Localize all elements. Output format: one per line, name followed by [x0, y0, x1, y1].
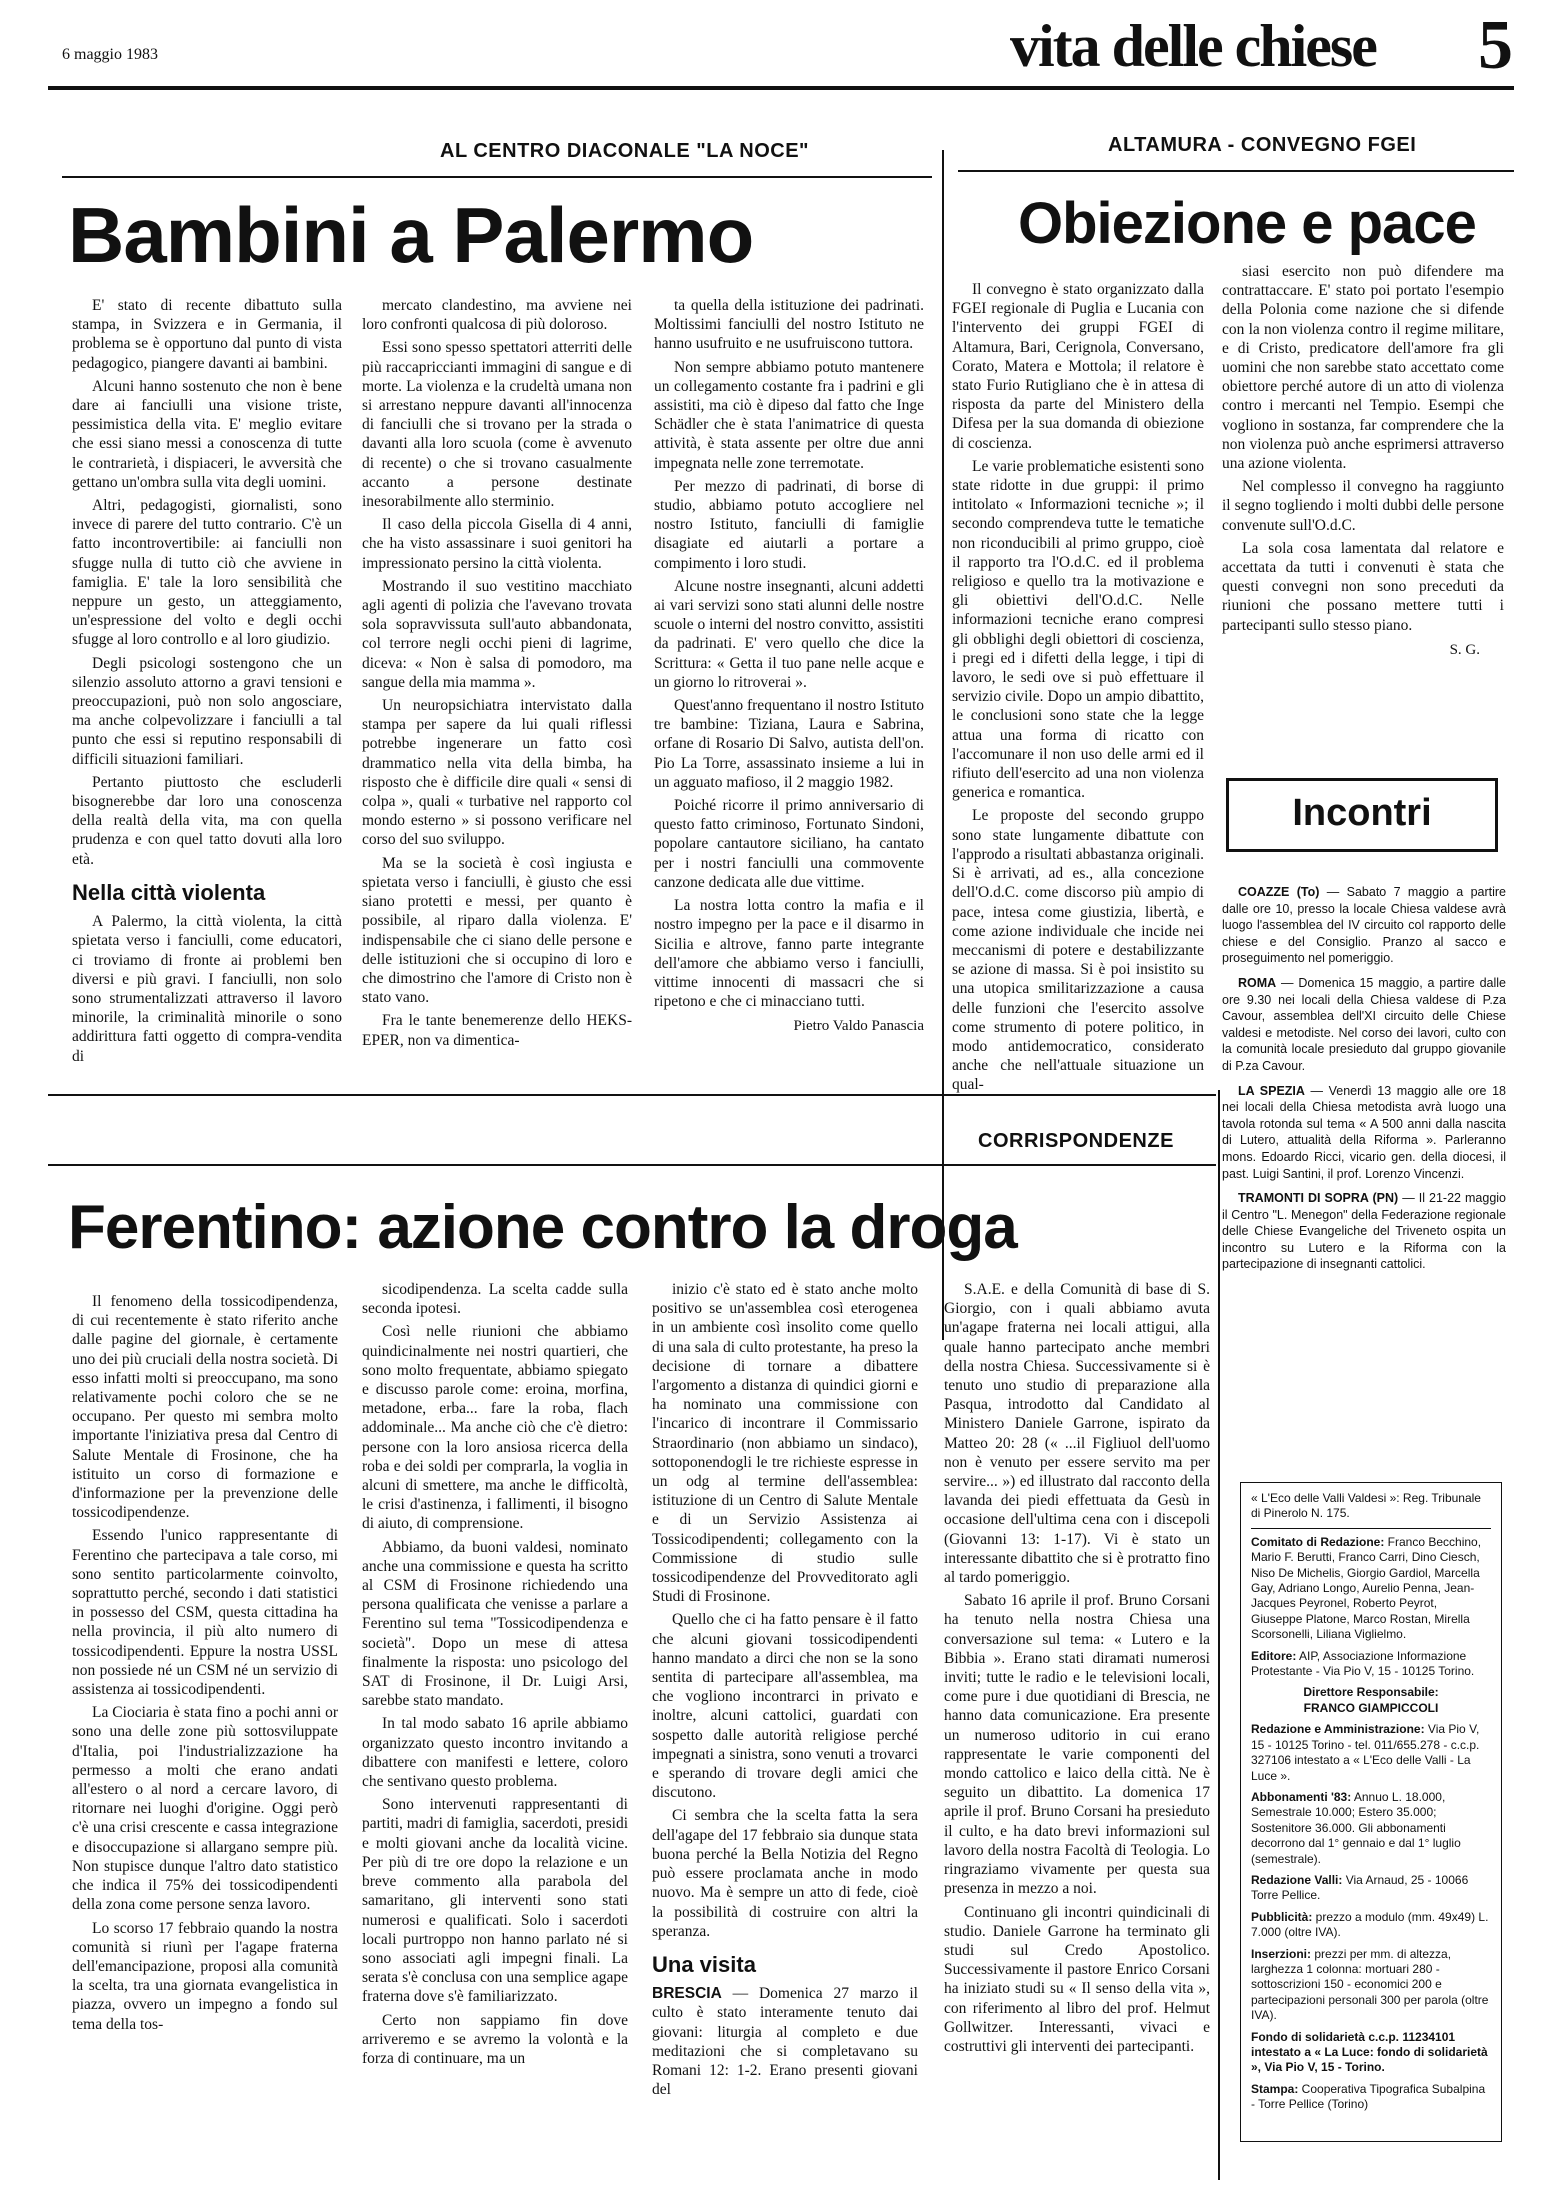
- colophon-rule: [1251, 1528, 1491, 1529]
- art1-column-1: [72, 296, 342, 1336]
- incontri-events: [1222, 884, 1506, 1424]
- art1-column-2: [362, 296, 632, 1336]
- paragraph: La Ciociaria è stata fino a pochi anni or sono una delle zone più sottosviluppate d'Italia, poi l'industrializzazione ha permesso a molti che erano andati all'estero o al nord a cercare lavoro, di ritornare nei luoghi d'origine. Oggi però c'è una crisi crescente e cassa integrazione e disoccupazione si allargano sempre più. Non stupisce dunque l'altro dato statistico che indica il 75% dei tossicodipendenti della zona come persone senza lavoro.: [72, 1704, 338, 1914]
- paragraph: In tal modo sabato 16 aprile abbiamo organizzato questo incontro invitando a dibattere con manifesti e lettere, coloro che sentivano questo problema.: [362, 1715, 628, 1791]
- paragraph: Alcune nostre insegnanti, alcuni addetti ai vari servizi sono stati alunni delle nostre scuole o interni del nostro convitto, assistiti da padrinati. E' vero quello che dice la Scrittura: « Getta il tuo pane nelle acque e un giorno lo ritroverai ».: [654, 577, 924, 691]
- issue-date: 6 maggio 1983: [62, 46, 158, 63]
- art2-signature: S. G.: [1449, 641, 1480, 658]
- art1-headline: Bambini a Palermo: [68, 191, 754, 279]
- art3-kicker-rule: [48, 1164, 1216, 1166]
- paragraph: Pertanto piuttosto che escluderli bisognerebbe dar loro una conoscenza della realtà della vita, ma con quella prudenza e con quel tatto dovuti alla loro età.: [72, 773, 342, 868]
- paragraph: E' stato di recente dibattuto sulla stampa, in Svizzera e in Germania, il problema se è opportuno dal punto di vista pedagogico, piangere davanti ai bambini.: [72, 297, 342, 372]
- colophon-stampa: Stampa: Cooperativa Tipografica Subalpina - Torre Pellice (Torino): [1251, 2081, 1486, 2112]
- paragraph: Quest'anno frequentano il nostro Istituto tre bambine: Tiziana, Laura e Sabrina, orfane di Rosario Di Salvo, autista dell'on. Pio La Torre, assassinato insieme a lui in un agguato mafioso, il 2 maggio 1982.: [654, 697, 924, 791]
- art3-top-rule: [48, 1094, 1216, 1096]
- incontri-event: [1222, 975, 1506, 1075]
- art3-column-3: [652, 1280, 918, 2172]
- paragraph: Ma se la società è così ingiusta e spietata verso i fanciulli, è giusto che essi siano protetti e messi, per quanto è possibile, al riparo dalla violenza. E' indispensabile che ci siano delle persone e delle istituzioni che si occupino di loro e che dimostrino che l'amore di Cristo non è stato vano.: [362, 854, 632, 1007]
- art1-subhead: Nella città violenta: [72, 879, 266, 905]
- art3-column-1: [72, 1292, 338, 2172]
- paragraph: siasi esercito non può difendere ma contrattaccare. E' stato poi portato l'esempio della Polonia come nazione che si difende con la non violenza contro il regime militare, e di Cristo, predicatore dell'amore fra gli uomini che non sarebbe stato accettato come obiettore perché autore di un atto di violenza contro i mercanti nel Tempio. Esempi che vogliono in sostanza, far comprendere che la non violenza può anche esprimersi attraverso una azione violenta.: [1222, 263, 1504, 473]
- section-title: vita delle chiese: [1010, 13, 1376, 79]
- art3-column-4: [944, 1280, 1210, 2180]
- incontri-event-text: — Sabato 7 maggio a partire dalle ore 10, presso la locale Chiesa valdese avrà luogo l'assemblea del IV circuito col rapporto delle chiese e del Consiglio. Pranzo al sacco e proseguimento nel pomeriggio.: [1222, 885, 1506, 966]
- colophon-fondo: Fondo di solidarietà c.c.p. 11234101 intestato a « La Luce: fondo di solidarietà », Via Pio V, 15 - Torino.: [1251, 2029, 1488, 2075]
- paragraph: Certo non sappiamo fin dove arriveremo e se avremo la volontà e la forza di continuare, ma un: [362, 2011, 628, 2067]
- paragraph: Le proposte del secondo gruppo sono state lungamente dibattute con l'approdo a risultati abbastanza originali. Si è arrivati, ad es., alla concezione dell'O.d.C. come discorso più ampio di pace, intesa come giustizia, libertà, e come azione individuale che incide nei meccanismi di potere e destabilizzante se azione di massa. Si è poi insistito su una utopica smilitarizzazione a causa delle funzioni che l'esercito assolve come strumento di potere politico, in modo antidemocratico, considerato anche che nell'attuale situazione un qual-: [952, 807, 1204, 1094]
- incontri-title-box: [1226, 778, 1498, 852]
- colophon-abbonamenti: Abbonamenti '83: Annuo L. 18.000, Semestrale 10.000; Estero 35.000; Sostenitore 36.000. Gli abbonamenti decorrono dal 1° gennaio e dal 1° luglio (semestrale).: [1251, 1789, 1461, 1866]
- vertical-divider-top: [942, 150, 944, 1340]
- colophon-pubblicita: Pubblicità: prezzo a modulo (mm. 49x49) L. 7.000 (oltre IVA).: [1251, 1909, 1489, 1940]
- paragraph: Alcuni hanno sostenuto che non è bene dare ai fanciulli una visione triste, pessimistica della vita. E' meglio evitare che essi siano messi a conoscenza di tutte le contrarietà, i dispiaceri, le avversità che gettano un'ombra sulla vita degli uomini.: [72, 377, 342, 491]
- colophon-redazione: Redazione e Amministrazione: Via Pio V, 15 - 10125 Torino - tel. 011/655.278 - c.c.p. 327106 intestato a « L'Eco delle Valli - La Luce ».: [1251, 1722, 1480, 1783]
- art1-kicker: AL CENTRO DIACONALE "LA NOCE": [440, 140, 810, 162]
- incontri-event: [1222, 1083, 1506, 1183]
- paragraph: Poiché ricorre il primo anniversario di questo fatto criminoso, Fortunato Sindoni, popolare cantautore siciliano, ha cantato per i nostri fanciulli una commovente canzone dedicata alle due vittime.: [654, 797, 924, 891]
- paragraph: Fra le tante benemerenze dello HEKS-EPER, non va dimentica-: [362, 1012, 632, 1049]
- paragraph: Sabato 16 aprile il prof. Bruno Corsani ha tenuto nella nostra Chiesa una conversazione sul tema: « Lutero e la Bibbia ». Erano stati diramati numerosi inviti; tutte le radio e le televisioni locali, come pure i due quotidiani di Brescia, ne hanno data comunicazione. Era presente un numeroso uditorio in cui erano rappresentate le varie componenti del mondo cattolico e laico della città. Ne è seguito un dibattito. La domenica 17 aprile il prof. Bruno Corsani ha presieduto il culto, e ha dato brevi informazioni sul lavoro della nostra Facoltà di Teologia. Lo ringraziamo vivamente per questa sua presenza in mezzo a noi.: [944, 1592, 1210, 1898]
- paragraph: Abbiamo, da buoni valdesi, nominato anche una commissione e questa ha scritto al CSM di Frosinone richiedendo una persona qualificata che venisse a parlare a Ferentino sul tema "Tossicodipendenza e società". Dopo un mese di attesa finalmente la risposta: uno psicologo del SAT di Frosinone, il Dr. Luigi Arsi, sarebbe stato mandato.: [362, 1538, 628, 1710]
- paragraph: Le varie problematiche esistenti sono state ridotte in due gruppi: il primo intitolato « Informazioni tecniche »; il secondo comprendeva tutte le tematiche non riconducibili al primo gruppo, cioè il rapporto tra l'O.d.C. ed il problema religioso e quello tra la motivazione e gli obiettivi dell'O.d.C. Nelle informazioni tecniche erano compresi gli obblighi degli obiettori di coscienza, i pregi ed i difetti della legge, i tipi di lavoro, le sedi ove si può effettuare il servizio civile. Dopo un ampio dibattito, le conclusioni sono state che la legge attua una forma di ricatto con l'accomunare il non uso delle armi ed il rifiuto dell'esercito ad una non violenza generica e romantica.: [952, 457, 1204, 802]
- paragraph: Ci sembra che la scelta fatta la sera dell'agape del 17 febbraio sia dunque stata buona perché la Bella Notizia del Regno può essere proclamata anche in modo nuovo. Ma è sempre un atto di fede, cioè la possibilità di costruire con altri la speranza.: [652, 1807, 918, 1940]
- paragraph: La nostra lotta contro la mafia e il nostro impegno per la pace e il disarmo in Sicilia e altrove, fanno parte integrante dell'amore che abbiamo verso i fanciulli, vittime innocenti di massacri che si ripetono e che ci minacciano tutti.: [654, 897, 924, 1011]
- colophon-inserzioni: Inserzioni: prezzi per mm. di altezza, larghezza 1 colonna: mortuari 280 - sottoscrizioni 150 - economici 200 e partecipazioni personali 300 per parola (oltre IVA).: [1251, 1946, 1489, 2023]
- paragraph: Un neuropsichiatra intervistato dalla stampa per sapere da lui quali riflessi potrebbe ingenerare un fatto così drammatico nella vita della bimba, ha risposto che è difficile dire quali « sensi di colpa », quali « turbative nel rapporto col mondo esterno » si possono verificare nel corso del suo sviluppo.: [362, 697, 632, 849]
- paragraph: Lo scorso 17 febbraio quando la nostra comunità si riunì per l'agape fraterna dell'emancipazione, proposi alla comunità la scelta, tra una giornata evangelistica in piazza, ovvero un impegno a fondo sul tema della tos-: [72, 1919, 338, 2033]
- paragraph: Il caso della piccola Gisella di 4 anni, che ha visto assassinare i suoi genitori ha impressionato persino la città violenta.: [362, 516, 632, 572]
- incontri-event-place: LA SPEZIA: [1238, 1083, 1305, 1098]
- paragraph: Il fenomeno della tossicodipendenza, di cui recentemente è stato riferito anche dalle pagine del giornale, è certamente uno dei più cruciali della nostra società. Di esso infatti molti si preoccupano, ma sono relativamente pochi coloro che se ne occupano. Per questo mi sembra molto importante l'iniziativa presa dal Centro di Salute Mentale di Frosinone, che ha istituito un corso di formazione e d'informazione per la prevenzione delle tossicodipendenze.: [72, 1293, 338, 1522]
- colophon-redazione-valli: Redazione Valli: Via Arnaud, 25 - 10066 Torre Pellice.: [1251, 1872, 1469, 1903]
- art2-kicker-rule: [958, 170, 1514, 172]
- paragraph: La sola cosa lamentata dal relatore e accettata da tutti i convenuti è stata che questi convegni non sono preceduti da riunioni che possano mettere tutti i partecipanti sullo stesso piano.: [1222, 539, 1504, 634]
- incontri-event-place: ROMA: [1238, 975, 1277, 990]
- page-number: 5: [1478, 7, 1513, 84]
- paragraph: Altri, pedagogisti, giornalisti, sono invece di parere del tutto contrario. C'è un fatto incontrovertibile: ai fanciulli non sfugge nulla di tutto ciò che avviene in famiglia. E' tale la loro sensibilità che neppure un gesto, un atteggiamento, un'espressione del volto e degli occhi sfugge al loro controllo e al loro giudizio.: [72, 497, 342, 649]
- incontri-title: Incontri: [1292, 792, 1432, 834]
- incontri-event-text: — Domenica 15 maggio, a partire dalle ore 9.30 nei locali della Chiesa valdese di P.za Cavour, assemblea dell'XI circuito delle Chiese valdesi e metodiste. Nel corso dei lavori, culto con la comunità locale presieduto dal gruppo giovanile di P.za Cavour.: [1222, 975, 1506, 1073]
- header-rule: [48, 86, 1514, 90]
- paragraph: Il convegno è stato organizzato dalla FGEI regionale di Puglia e Lucania con l'intervento dei gruppi FGEI di Altamura, Bari, Cerignola, Conversano, Corato, Matera e Mottola; il relatore è stato Furio Rutigliano che è in attesa di risposta da parte del Ministero della Difesa per la sua domanda di obiezione di coscienza.: [952, 281, 1204, 452]
- paragraph: mercato clandestino, ma avviene nei loro confronti qualcosa di più doloroso.: [362, 297, 632, 334]
- colophon-editore: Editore: AIP, Associazione Informazione Protestante - Via Pio V, 15 - 10125 Torino.: [1251, 1648, 1475, 1679]
- paragraph: ta quella della istituzione dei padrinati. Moltissimi fanciulli del nostro Istituto ne hanno usufruito e ne usufruiscono tuttora.: [654, 297, 924, 353]
- vertical-divider-right: [1218, 1090, 1220, 2180]
- paragraph: S.A.E. e della Comunità di base di S. Giorgio, con i quali abbiamo avuta un'agape fraterna nei locali attigui, alla quale hanno partecipato anche membri della nostra Chiesa. Successivamente si è tenuto uno studio di preparazione alla Pasqua, introdotto dal Candidato al Ministero Daniele Garrone, ispirato da Matteo 20: 28 (« ...il Figliuol dell'uomo non è venuto per essere servito ma per servire... ») ed illustrato dal racconto della lavanda dei piedi effettuata da Gesù in occasione dell'ultima cena con i discepoli (Giovanni 13: 1-17). Vi è stato un interessante dibattito che si è protratto fino al tardo pomeriggio.: [944, 1281, 1210, 1587]
- paragraph: A Palermo, la città violenta, la città spietata verso i fanciulli, come educatori, ci troviamo di fronte ai problemi ben diversi e più gravi. I fanciulli, non solo sono strumentalizzati attraverso il lavoro minorile, la criminalità minorile o sono addirittura fatti oggetto di compra-vendita di: [72, 913, 342, 1065]
- art2-kicker: ALTAMURA - CONVEGNO FGEI: [1108, 134, 1417, 156]
- incontri-event-text: — Venerdì 13 maggio alle ore 18 nei locali della Chiesa metodista avrà luogo una tavola rotonda sul tema « A 500 anni dalla nascita di Lutero, attualità della Riforma ». Parleranno mons. Edoardo Ricci, vicario gen. della diocesi, il past. Luigi Santini, il prof. Lorenzo Vincenzi.: [1222, 1083, 1506, 1181]
- art2-column-1: [952, 280, 1204, 1340]
- art3-brescia-place: BRESCIA: [652, 1985, 722, 2003]
- paragraph: Degli psicologi sostengono che un silenzio assoluto attorno a gravi tensioni e preoccupazioni, può non solo angosciare, ma anche colpevolizzare i fanciulli a tal punto che essi si reputino responsabili di difficili situazioni familiari.: [72, 654, 342, 768]
- art1-kicker-rule: [62, 176, 932, 178]
- colophon-box: [1240, 1482, 1502, 2142]
- colophon-direttore-label: Direttore Responsabile:: [1303, 1685, 1439, 1700]
- art3-subhead: Una visita: [652, 1951, 756, 1977]
- paragraph: Essendo l'unico rappresentante di Ferentino che partecipava a tale corso, mi sono sentito particolarmente coinvolto, soprattutto perché, secondo i dati statistici in possesso del CSM, questa cittadina ha nella provincia, il più alto numero di tossicodipendenti. Eppure la nostra USSL non possiede né un CSM né un servizio di assistenza ai tossicodipendenti.: [72, 1527, 338, 1699]
- incontri-event: [1222, 884, 1506, 967]
- paragraph: Essi sono spesso spettatori atterriti delle più raccapriccianti immagini di sangue e di morte. La violenza e la crudeltà umana non si arrestano neppure davanti all'innocenza di fanciulli che si trovano per la strada o davanti alla loro scuola (come è avvenuto di recente) o che si trovano casualmente accanto a persone destinate inesorabilmente allo sterminio.: [362, 339, 632, 511]
- paragraph: Così nelle riunioni che abbiamo quindicinalmente nei nostri quartieri, che sono molto frequentate, abbiamo spiegato e discusso parole come: eroina, morfina, metadone, erba... fare la roba, flach addominale... Ma anche ciò che c'è dietro: persone con la loro ansiosa ricerca della roba e dei soldi per comprarla, la voglia in alcuni di smettere, ma anche le difficoltà, le crisi d'astinenza, i fallimenti, il bisogno di aiuto, di comprensione.: [362, 1323, 628, 1533]
- paragraph: Continuano gli incontri quindicinali di studio. Daniele Garrone ha terminato gli studi sul Credo Apostolico. Successivamente il pastore Enrico Corsani ha iniziato studi su « Il senso della vita », con riferimento al libro del prof. Helmut Gollwitzer. Interessanti, vivaci e costruttivi gli interventi dei partecipanti.: [944, 1903, 1210, 2055]
- paragraph: Per mezzo di padrinati, di borse di studio, abbiamo potuto accogliere nel nostro Istituto, fanciulli di famiglie disagiate ed aiutarli a portare a compimento i loro studi.: [654, 477, 924, 572]
- incontri-event-place: COAZZE (To): [1238, 885, 1320, 899]
- art1-signature: Pietro Valdo Panascia: [793, 1018, 924, 1035]
- incontri-event-place: TRAMONTI DI SOPRA (PN): [1238, 1191, 1399, 1206]
- art2-column-2: [1222, 262, 1504, 762]
- colophon-comitato: Comitato di Redazione: Franco Becchino, Mario F. Berutti, Franco Carri, Dino Ciesch, Niso De Michelis, Giorgio Gardiol, Marcella Gay, Adriano Longo, Aurelio Penna, Jean-Jacques Peyronel, Roberto Peyrot, Giuseppe Platone, Marco Rostan, Mirella Scorsonelli, Liliana Viglielmo.: [1251, 1534, 1482, 1642]
- paragraph: inizio c'è stato ed è stato anche molto positivo se un'assemblea così eterogenea in un ambiente così insolito come quello di una sala di culto protestante, ha preso la decisione di tornare a dibattere l'argomento a distanza di quindici giorni e ha nominato una commissione con l'incarico di incontrare il Commissario Straordinario (non abbiamo un sindaco), sottoponendogli le tre richieste espresse in un odg al termine dell'assemblea: istituzione di un Centro di Salute Mentale e di un Servizio Assistenza ai Tossicodipendenti; collegamento con la Commissione di studio sulle tossicodipendenze del Provveditorato agli Studi di Frosinone.: [652, 1281, 918, 1606]
- paragraph: Mostrando il suo vestitino macchiato agli agenti di polizia che l'avevano trovata sola sopravvissuta sull'auto abbandonata, col terrore negli occhi pieni di lagrime, diceva: « Non è salsa di pomodoro, ma sangue della mia mamma ».: [362, 577, 632, 691]
- art3-brescia-text: — Domenica 27 marzo il culto è stato interamente tenuto dai giovani: liturgia al completo e due meditazioni che si completavano su Romani 12: 1-2. Erano presenti giovani del: [652, 1985, 918, 2099]
- art3-kicker: CORRISPONDENZE: [978, 1130, 1174, 1152]
- paragraph: Nel complesso il convegno ha raggiunto il segno togliendo i molti dubbi delle persone convenute sull'O.d.C.: [1222, 478, 1504, 534]
- paragraph: Non sempre abbiamo potuto mantenere un collegamento costante fra i padrini e gli assistiti, ma ciò è dipeso dal fatto che Inge Schädler che è stata l'animatrice di questa attività, è stata assente per oltre due anni impegnata nelle zone terremotate.: [654, 358, 924, 472]
- colophon-registration: « L'Eco delle Valli Valdesi »: Reg. Tribunale di Pinerolo N. 175.: [1251, 1491, 1481, 1521]
- art3-column-2: [362, 1280, 628, 2172]
- colophon-direttore: FRANCO GIAMPICCOLI: [1303, 1700, 1439, 1715]
- paragraph: sicodipendenza. La scelta cadde sulla seconda ipotesi.: [362, 1281, 628, 1318]
- paragraph: Quello che ci ha fatto pensare è il fatto che alcuni giovani tossicodipendenti hanno mandato a dirci che non se la sono sentita di partecipare all'assemblea, ma che vogliono incontrarci in privato e inoltre, alcuni cattolici, guardati con sospetto dalle autorità religiose perché impegnati a sinistra, sono venuti a trovarci e sperando di trovare degli amici che discutono.: [652, 1611, 918, 1802]
- art2-headline: Obiezione e pace: [1018, 191, 1476, 256]
- art1-column-3: [654, 296, 924, 1336]
- paragraph: Sono intervenuti rappresentanti di partiti, madri di famiglia, sacerdoti, presidi e molti giovani anche da località vicine. Per più di tre ore dopo la relazione e un breve commento alla parabola del samaritano, gli interventi sono stati numerosi e qualificati. Solo i sacerdoti locali purtroppo non hanno parlato né si sono associati agli impegni finali. La serata s'è conclusa con una semplice agape fraterna dove s'è familiarizzato.: [362, 1796, 628, 2006]
- art3-headline: Ferentino: azione contro la droga: [68, 1193, 1017, 1262]
- incontri-event: [1222, 1190, 1506, 1273]
- incontri-event-text: — Il 21-22 maggio il Centro "L. Menegon" della Federazione regionale delle Chiese Evangeliche del Triveneto ospita un incontro su Lutero e la Riforma con la partecipazione di insegnanti cattolici.: [1222, 1191, 1506, 1272]
